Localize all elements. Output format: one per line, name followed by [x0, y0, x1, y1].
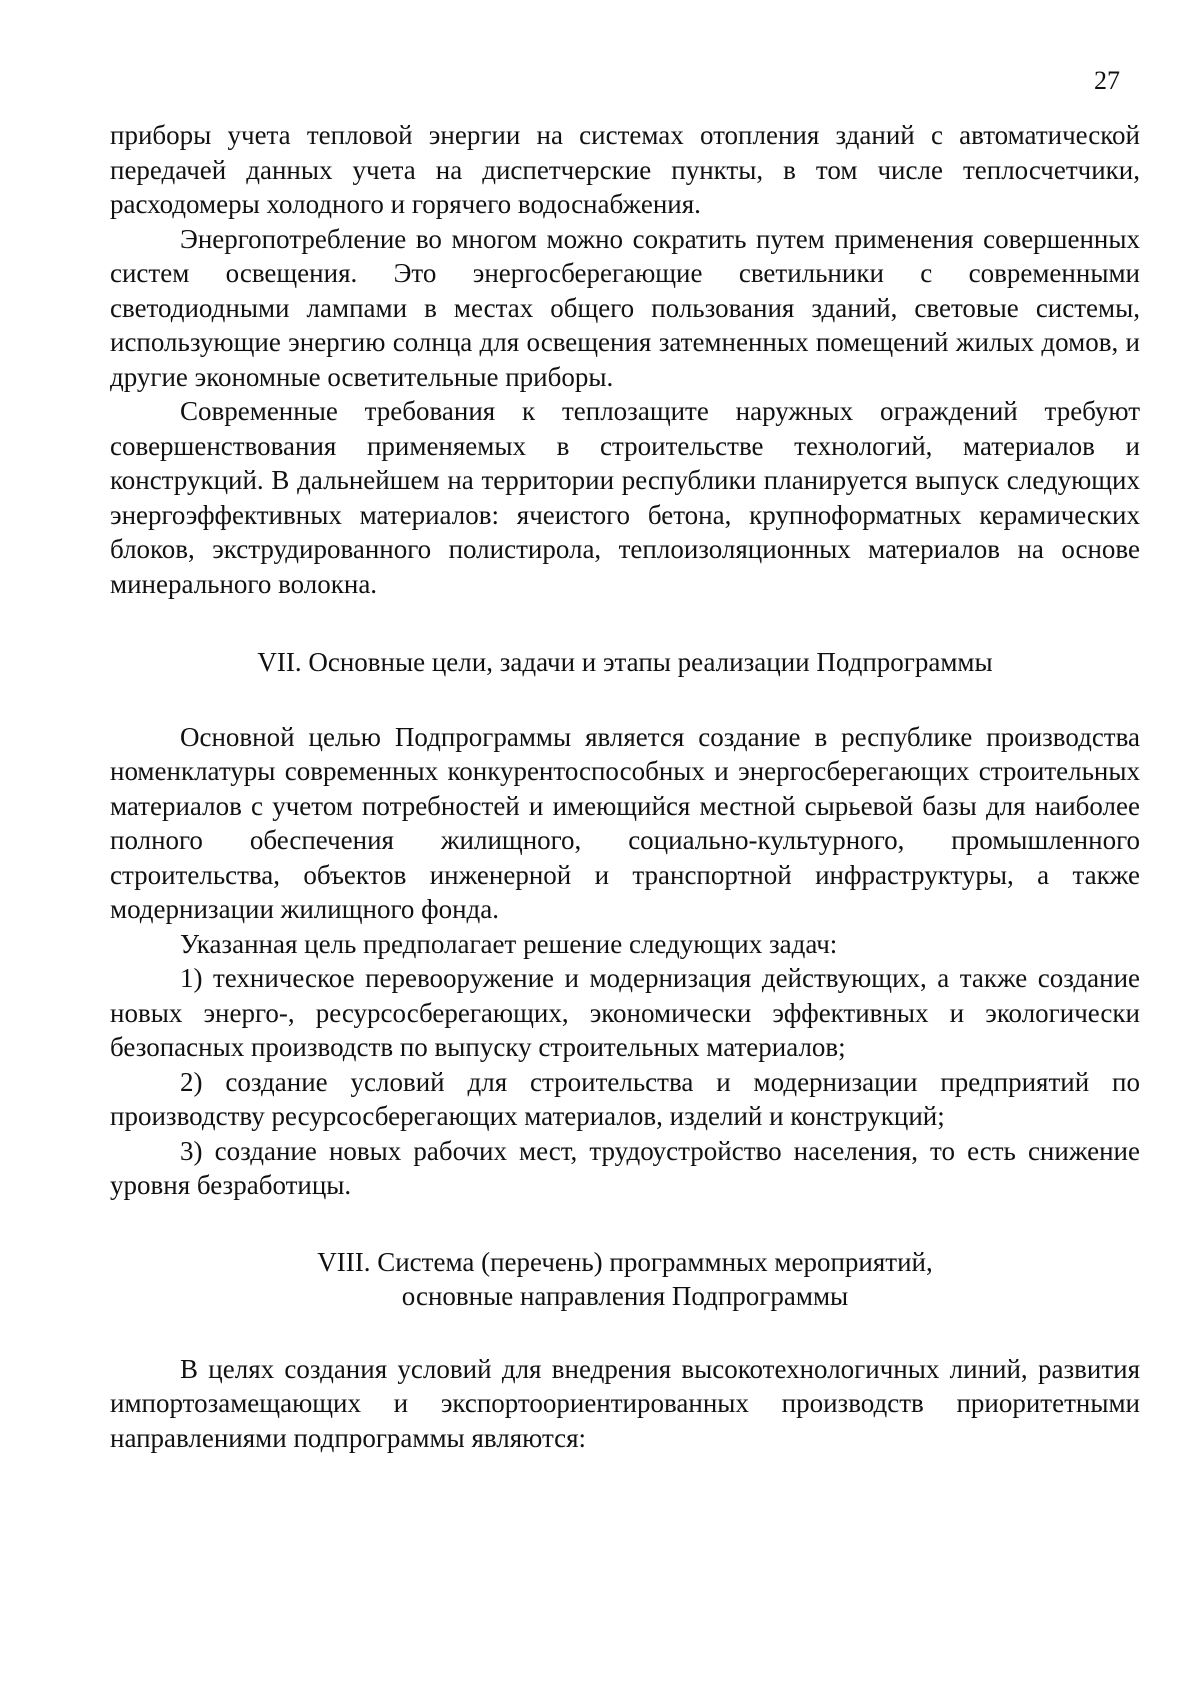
- page-number: 27: [1094, 66, 1120, 95]
- section-heading-7: [110, 645, 1140, 680]
- body-paragraph: Современные требования к теплозащите наружных ограждений требуют совершенствования применяемых в строительстве технологий, материалов и конструкций. В дальнейшем на территории республики планируется выпуск следующих энергоэффективных материалов: ячеистого бетона, крупноформатных керамических блоков, экструдированного полистирола, теплоизоляционных материалов на основе минерального волокна.: [110, 396, 1140, 599]
- body-paragraph: Основной целью Подпрограммы является создание в республике производства номенклатуры современных конкурентоспособных и энергосберегающих строительных материалов с учетом потребностей и имеющийся местной сырьевой базы для наиболее полного обеспечения жилищного, социально-культурного, промышленного строительства, объектов инженерной и транспортной инфраструктуры, а также модернизации жилищного фонда.: [110, 721, 1140, 924]
- document-body: [110, 118, 1140, 1455]
- list-item: 3) создание новых рабочих мест, трудоустройство населения, то есть снижение уровня безработицы.: [110, 1135, 1140, 1200]
- body-paragraph: Указанная цель предполагает решение следующих задач:: [180, 928, 838, 959]
- body-paragraph: приборы учета тепловой энергии на системах отопления зданий с автоматической передачей данных учета на диспетчерские пункты, в том числе теплосчетчики, расходомеры холодного и горячего водоснабжения.: [110, 120, 1140, 219]
- list-item: 1) техническое перевооружение и модернизация действующих, а также создание новых энерго-, ресурсосберегающих, экономически эффективных и экологически безопасных производств по выпуску строительных материалов;: [110, 963, 1140, 1062]
- section-heading-8: [110, 1245, 1140, 1314]
- section-heading-line: VIII. Система (перечень) программных мероприятий,: [317, 1246, 933, 1277]
- body-paragraph: В целях создания условий для внедрения высокотехнологичных линий, развития импортозамещающих и экспортоориентированных производств приоритетными направлениями подпрограммы являются:: [110, 1353, 1140, 1453]
- section-heading-line: основные направления Подпрограммы: [401, 1281, 849, 1311]
- section-heading-text: VII. Основные цели, задачи и этапы реализации Подпрограммы: [257, 647, 993, 677]
- body-paragraph: Энергопотребление во многом можно сократить путем применения совершенных систем освещения. Это энергосберегающие светильники с современными светодиодными лампами в местах общего пользования зданий, световые системы, использующие энергию солнца для освещения затемненных помещений жилых домов, и другие экономные осветительные приборы.: [110, 223, 1140, 392]
- list-item: 2) создание условий для строительства и модернизации предприятий по производству ресурсосберегающих материалов, изделий и конструкций;: [110, 1066, 1140, 1131]
